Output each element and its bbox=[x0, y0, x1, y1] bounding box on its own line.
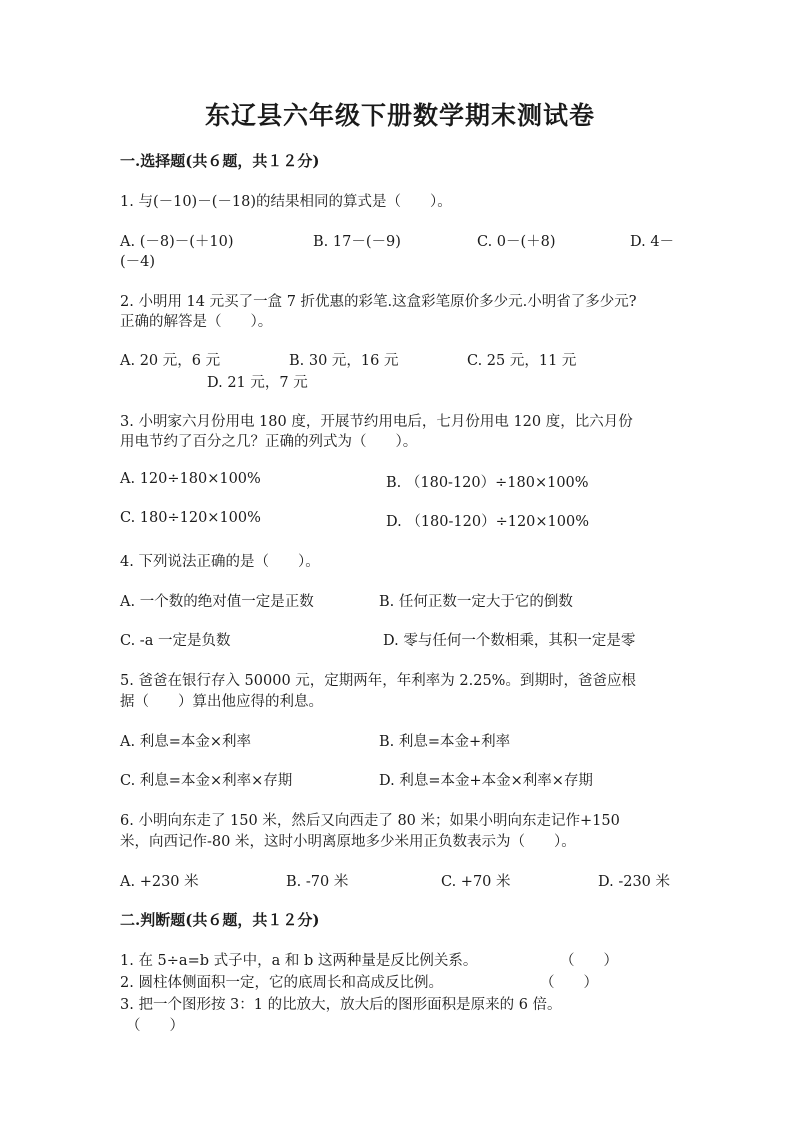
question-3-option-d: D. （180-120）÷120×100% bbox=[386, 514, 590, 530]
judgment-2-text: 2. 圆柱体侧面积一定，它的底周长和高成反比例。 bbox=[120, 975, 443, 991]
question-5-option-d: D. 利息=本金+本金×利率×存期 bbox=[379, 773, 593, 789]
question-1-option-d: D. 4－ bbox=[630, 234, 675, 250]
question-5-line-2: 据（ ）算出他应得的利息。 bbox=[120, 694, 323, 710]
question-5-line-1: 5. 爸爸在银行存入 50000 元，定期两年，年利率为 2.25%。到期时，爸爸应根 bbox=[120, 673, 636, 689]
judgment-2-answer-bracket[interactable]: （ ） bbox=[540, 975, 598, 991]
question-1-option-d-cont: (－4) bbox=[120, 254, 156, 270]
question-5-option-a: A. 利息=本金×利率 bbox=[120, 734, 251, 750]
question-2-line-2: 正确的解答是（ ）。 bbox=[120, 314, 273, 330]
question-2-line-1: 2. 小明用 14 元买了一盒 7 折优惠的彩笔.这盒彩笔原价多少元.小明省了多少元? bbox=[120, 294, 637, 310]
judgment-1-answer-bracket[interactable]: （ ） bbox=[560, 953, 618, 969]
question-1-option-c: C. 0－(＋8) bbox=[477, 234, 556, 250]
question-4-option-b: B. 任何正数一定大于它的倒数 bbox=[379, 594, 573, 610]
question-1-stem: 1. 与(－10)－(－18)的结果相同的算式是（ ）。 bbox=[120, 194, 452, 210]
question-3-line-2: 用电节约了百分之几？正确的列式为（ ）。 bbox=[120, 434, 418, 450]
section-heading-choice: 一.选择题(共６题，共１２分) bbox=[120, 152, 320, 170]
question-3-option-c: C. 180÷120×100% bbox=[120, 510, 261, 526]
question-2-option-d: D. 21 元，7 元 bbox=[207, 375, 308, 391]
question-1-option-b: B. 17－(－9) bbox=[313, 234, 401, 250]
section-heading-judgment: 二.判断题(共６题，共１２分) bbox=[120, 911, 320, 929]
question-4-stem: 4. 下列说法正确的是（ ）。 bbox=[120, 554, 320, 570]
question-2-option-a: A. 20 元，6 元 bbox=[120, 353, 221, 369]
question-4-option-d: D. 零与任何一个数相乘，其积一定是零 bbox=[383, 633, 636, 649]
judgment-1-text: 1. 在 5÷a=b 式子中，a 和 b 这两种量是反比例关系。 bbox=[120, 953, 478, 969]
judgment-3-answer-bracket[interactable]: （ ） bbox=[126, 1018, 184, 1034]
question-1-option-a: A. (－8)－(＋10) bbox=[120, 234, 234, 250]
question-2-option-c: C. 25 元，11 元 bbox=[467, 353, 577, 369]
question-6-option-b: B. -70 米 bbox=[286, 874, 349, 890]
question-6-line-2: 米，向西记作-80 米，这时小明离原地多少米用正负数表示为（ ）。 bbox=[120, 834, 576, 850]
question-4-option-c: C. -a 一定是负数 bbox=[120, 633, 231, 649]
question-3-option-b: B. （180-120）÷180×100% bbox=[386, 475, 589, 491]
question-6-option-c: C. +70 米 bbox=[441, 874, 511, 890]
question-3-option-a: A. 120÷180×100% bbox=[120, 471, 261, 487]
question-4-option-a: A. 一个数的绝对值一定是正数 bbox=[120, 594, 314, 610]
question-5-option-c: C. 利息=本金×利率×存期 bbox=[120, 773, 293, 789]
judgment-3-text: 3. 把一个图形按 3：1 的比放大，放大后的图形面积是原来的 6 倍。 bbox=[120, 997, 562, 1013]
question-3-line-1: 3. 小明家六月份用电 180 度，开展节约用电后，七月份用电 120 度，比六月份 bbox=[120, 414, 633, 430]
question-6-option-a: A. +230 米 bbox=[120, 874, 199, 890]
question-6-line-1: 6. 小明向东走了 150 米，然后又向西走了 80 米；如果小明向东走记作+150 bbox=[120, 813, 620, 829]
question-5-option-b: B. 利息=本金+利率 bbox=[379, 734, 511, 750]
page-title: 东辽县六年级下册数学期末测试卷 bbox=[204, 101, 595, 130]
question-6-option-d: D. -230 米 bbox=[598, 874, 671, 890]
question-2-option-b: B. 30 元，16 元 bbox=[289, 353, 399, 369]
